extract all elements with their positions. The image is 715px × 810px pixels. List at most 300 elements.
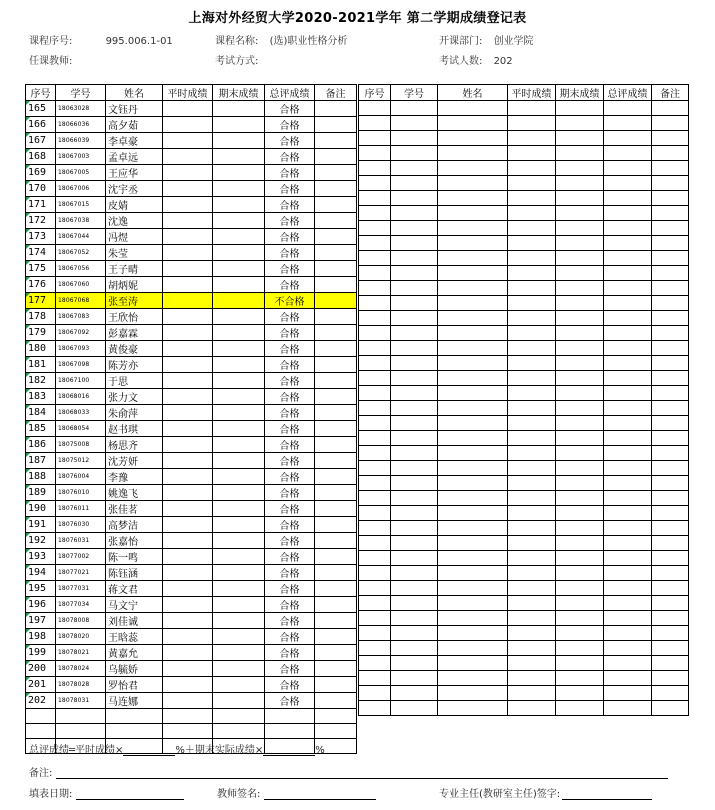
- regular-score-cell[interactable]: [163, 581, 213, 597]
- remark-cell[interactable]: [315, 581, 357, 597]
- final-score-cell[interactable]: [213, 117, 265, 133]
- blank-cell[interactable]: [438, 146, 508, 161]
- blank-cell[interactable]: [604, 536, 652, 551]
- blank-cell[interactable]: [359, 206, 391, 221]
- final-score-cell[interactable]: [213, 357, 265, 373]
- blank-cell[interactable]: [391, 281, 438, 296]
- blank-cell[interactable]: [391, 551, 438, 566]
- blank-cell[interactable]: [604, 146, 652, 161]
- blank-cell[interactable]: [652, 416, 689, 431]
- blank-cell[interactable]: [556, 551, 604, 566]
- blank-cell[interactable]: [438, 356, 508, 371]
- blank-cell[interactable]: [438, 386, 508, 401]
- regular-score-cell[interactable]: [163, 501, 213, 517]
- director-sign-blank[interactable]: [562, 790, 652, 800]
- regular-score-cell[interactable]: [163, 629, 213, 645]
- blank-cell[interactable]: [556, 521, 604, 536]
- blank-cell[interactable]: [652, 551, 689, 566]
- regular-score-cell[interactable]: [163, 677, 213, 693]
- blank-cell[interactable]: [508, 116, 556, 131]
- blank-cell[interactable]: [438, 596, 508, 611]
- final-score-cell[interactable]: [213, 341, 265, 357]
- blank-cell[interactable]: [604, 206, 652, 221]
- regular-score-cell[interactable]: [163, 373, 213, 389]
- blank-cell[interactable]: [508, 236, 556, 251]
- blank-cell[interactable]: [438, 206, 508, 221]
- blank-cell[interactable]: [508, 221, 556, 236]
- blank-cell[interactable]: [508, 266, 556, 281]
- blank-cell[interactable]: [652, 686, 689, 701]
- blank-cell[interactable]: [556, 386, 604, 401]
- final-score-cell[interactable]: [213, 501, 265, 517]
- blank-cell[interactable]: [652, 251, 689, 266]
- remark-cell[interactable]: [315, 325, 357, 341]
- remark-cell[interactable]: [315, 213, 357, 229]
- final-score-cell[interactable]: [213, 293, 265, 309]
- blank-cell[interactable]: [652, 596, 689, 611]
- final-score-cell[interactable]: [213, 533, 265, 549]
- remark-cell[interactable]: [315, 165, 357, 181]
- blank-cell[interactable]: [359, 626, 391, 641]
- blank-cell[interactable]: [359, 251, 391, 266]
- blank-cell[interactable]: [508, 491, 556, 506]
- blank-cell[interactable]: [556, 221, 604, 236]
- blank-cell[interactable]: [438, 551, 508, 566]
- blank-cell[interactable]: [438, 326, 508, 341]
- blank-cell[interactable]: [508, 536, 556, 551]
- blank-cell[interactable]: [163, 724, 213, 739]
- regular-score-cell[interactable]: [163, 245, 213, 261]
- blank-cell[interactable]: [604, 191, 652, 206]
- regular-score-cell[interactable]: [163, 533, 213, 549]
- blank-cell[interactable]: [438, 686, 508, 701]
- remark-cell[interactable]: [315, 389, 357, 405]
- blank-cell[interactable]: [508, 296, 556, 311]
- blank-cell[interactable]: [438, 671, 508, 686]
- blank-cell[interactable]: [265, 709, 315, 724]
- final-score-cell[interactable]: [213, 277, 265, 293]
- blank-cell[interactable]: [652, 656, 689, 671]
- blank-cell[interactable]: [438, 116, 508, 131]
- blank-cell[interactable]: [315, 724, 357, 739]
- blank-cell[interactable]: [508, 146, 556, 161]
- blank-cell[interactable]: [652, 146, 689, 161]
- blank-cell[interactable]: [508, 416, 556, 431]
- blank-cell[interactable]: [359, 476, 391, 491]
- blank-cell[interactable]: [556, 101, 604, 116]
- blank-cell[interactable]: [438, 581, 508, 596]
- regular-score-cell[interactable]: [163, 229, 213, 245]
- blank-cell[interactable]: [438, 446, 508, 461]
- final-percent-blank[interactable]: [263, 746, 315, 756]
- blank-cell[interactable]: [359, 101, 391, 116]
- blank-cell[interactable]: [508, 176, 556, 191]
- final-score-cell[interactable]: [213, 213, 265, 229]
- blank-cell[interactable]: [359, 146, 391, 161]
- final-score-cell[interactable]: [213, 421, 265, 437]
- blank-cell[interactable]: [604, 131, 652, 146]
- remark-cell[interactable]: [315, 341, 357, 357]
- fill-date-blank[interactable]: [76, 790, 184, 800]
- blank-cell[interactable]: [438, 236, 508, 251]
- blank-cell[interactable]: [359, 656, 391, 671]
- blank-cell[interactable]: [391, 251, 438, 266]
- regular-score-cell[interactable]: [163, 469, 213, 485]
- blank-cell[interactable]: [508, 701, 556, 716]
- final-score-cell[interactable]: [213, 101, 265, 117]
- blank-cell[interactable]: [508, 311, 556, 326]
- blank-cell[interactable]: [604, 701, 652, 716]
- blank-cell[interactable]: [359, 446, 391, 461]
- blank-cell[interactable]: [359, 236, 391, 251]
- blank-cell[interactable]: [508, 401, 556, 416]
- blank-cell[interactable]: [652, 671, 689, 686]
- blank-cell[interactable]: [359, 371, 391, 386]
- blank-cell[interactable]: [508, 206, 556, 221]
- blank-cell[interactable]: [508, 326, 556, 341]
- blank-cell[interactable]: [359, 491, 391, 506]
- remark-cell[interactable]: [315, 437, 357, 453]
- blank-cell[interactable]: [438, 611, 508, 626]
- blank-cell[interactable]: [438, 161, 508, 176]
- blank-cell[interactable]: [556, 446, 604, 461]
- final-score-cell[interactable]: [213, 453, 265, 469]
- final-score-cell[interactable]: [213, 149, 265, 165]
- blank-cell[interactable]: [652, 296, 689, 311]
- regular-score-cell[interactable]: [163, 261, 213, 277]
- blank-cell[interactable]: [556, 506, 604, 521]
- regular-score-cell[interactable]: [163, 693, 213, 709]
- final-score-cell[interactable]: [213, 597, 265, 613]
- final-score-cell[interactable]: [213, 677, 265, 693]
- blank-cell[interactable]: [604, 371, 652, 386]
- blank-cell[interactable]: [508, 341, 556, 356]
- blank-cell[interactable]: [652, 131, 689, 146]
- blank-cell[interactable]: [438, 536, 508, 551]
- blank-cell[interactable]: [652, 281, 689, 296]
- blank-cell[interactable]: [652, 611, 689, 626]
- blank-cell[interactable]: [391, 656, 438, 671]
- final-score-cell[interactable]: [213, 261, 265, 277]
- blank-cell[interactable]: [556, 281, 604, 296]
- blank-cell[interactable]: [359, 131, 391, 146]
- blank-cell[interactable]: [652, 101, 689, 116]
- remark-cell[interactable]: [315, 373, 357, 389]
- blank-cell[interactable]: [556, 296, 604, 311]
- blank-cell[interactable]: [26, 709, 56, 724]
- blank-cell[interactable]: [604, 686, 652, 701]
- blank-cell[interactable]: [556, 461, 604, 476]
- blank-cell[interactable]: [604, 491, 652, 506]
- regular-score-cell[interactable]: [163, 357, 213, 373]
- remark-cell[interactable]: [315, 613, 357, 629]
- regular-score-cell[interactable]: [163, 197, 213, 213]
- teacher-sign-blank[interactable]: [264, 790, 376, 800]
- blank-cell[interactable]: [438, 341, 508, 356]
- blank-cell[interactable]: [391, 401, 438, 416]
- blank-cell[interactable]: [391, 371, 438, 386]
- blank-cell[interactable]: [359, 611, 391, 626]
- blank-cell[interactable]: [508, 671, 556, 686]
- final-score-cell[interactable]: [213, 437, 265, 453]
- blank-cell[interactable]: [604, 446, 652, 461]
- remark-cell[interactable]: [315, 597, 357, 613]
- blank-cell[interactable]: [438, 521, 508, 536]
- regular-score-cell[interactable]: [163, 645, 213, 661]
- blank-cell[interactable]: [359, 221, 391, 236]
- blank-cell[interactable]: [556, 311, 604, 326]
- remark-cell[interactable]: [315, 501, 357, 517]
- blank-cell[interactable]: [508, 431, 556, 446]
- blank-cell[interactable]: [438, 176, 508, 191]
- blank-cell[interactable]: [438, 656, 508, 671]
- blank-cell[interactable]: [652, 446, 689, 461]
- blank-cell[interactable]: [604, 401, 652, 416]
- blank-cell[interactable]: [604, 551, 652, 566]
- blank-cell[interactable]: [508, 626, 556, 641]
- blank-cell[interactable]: [604, 581, 652, 596]
- blank-cell[interactable]: [359, 416, 391, 431]
- blank-cell[interactable]: [508, 251, 556, 266]
- blank-cell[interactable]: [556, 491, 604, 506]
- blank-cell[interactable]: [652, 521, 689, 536]
- blank-cell[interactable]: [556, 431, 604, 446]
- blank-cell[interactable]: [391, 521, 438, 536]
- blank-cell[interactable]: [213, 709, 265, 724]
- blank-cell[interactable]: [438, 461, 508, 476]
- final-score-cell[interactable]: [213, 373, 265, 389]
- remark-cell[interactable]: [315, 629, 357, 645]
- blank-cell[interactable]: [359, 176, 391, 191]
- blank-cell[interactable]: [508, 686, 556, 701]
- blank-cell[interactable]: [556, 176, 604, 191]
- blank-cell[interactable]: [556, 476, 604, 491]
- blank-cell[interactable]: [508, 506, 556, 521]
- blank-cell[interactable]: [652, 116, 689, 131]
- blank-cell[interactable]: [508, 581, 556, 596]
- blank-cell[interactable]: [391, 701, 438, 716]
- regular-score-cell[interactable]: [163, 517, 213, 533]
- final-score-cell[interactable]: [213, 517, 265, 533]
- blank-cell[interactable]: [391, 131, 438, 146]
- remark-cell[interactable]: [315, 693, 357, 709]
- blank-cell[interactable]: [56, 709, 106, 724]
- blank-cell[interactable]: [508, 356, 556, 371]
- blank-cell[interactable]: [359, 311, 391, 326]
- blank-cell[interactable]: [391, 236, 438, 251]
- blank-cell[interactable]: [391, 641, 438, 656]
- blank-cell[interactable]: [359, 386, 391, 401]
- regular-score-cell[interactable]: [163, 325, 213, 341]
- blank-cell[interactable]: [391, 296, 438, 311]
- blank-cell[interactable]: [604, 386, 652, 401]
- blank-cell[interactable]: [556, 116, 604, 131]
- blank-cell[interactable]: [508, 386, 556, 401]
- blank-cell[interactable]: [391, 596, 438, 611]
- blank-cell[interactable]: [556, 236, 604, 251]
- blank-cell[interactable]: [359, 356, 391, 371]
- blank-cell[interactable]: [652, 236, 689, 251]
- blank-cell[interactable]: [652, 341, 689, 356]
- blank-cell[interactable]: [556, 356, 604, 371]
- blank-cell[interactable]: [604, 611, 652, 626]
- final-score-cell[interactable]: [213, 469, 265, 485]
- final-score-cell[interactable]: [213, 485, 265, 501]
- blank-cell[interactable]: [556, 341, 604, 356]
- final-score-cell[interactable]: [213, 613, 265, 629]
- remark-cell[interactable]: [315, 469, 357, 485]
- blank-cell[interactable]: [213, 724, 265, 739]
- regular-score-cell[interactable]: [163, 213, 213, 229]
- regular-score-cell[interactable]: [163, 437, 213, 453]
- blank-cell[interactable]: [652, 386, 689, 401]
- remark-cell[interactable]: [315, 133, 357, 149]
- blank-cell[interactable]: [556, 581, 604, 596]
- blank-cell[interactable]: [391, 386, 438, 401]
- final-score-cell[interactable]: [213, 229, 265, 245]
- blank-cell[interactable]: [391, 671, 438, 686]
- blank-cell[interactable]: [106, 709, 163, 724]
- remark-cell[interactable]: [315, 549, 357, 565]
- blank-cell[interactable]: [556, 191, 604, 206]
- blank-cell[interactable]: [438, 641, 508, 656]
- blank-cell[interactable]: [652, 641, 689, 656]
- remark-cell[interactable]: [315, 197, 357, 213]
- final-score-cell[interactable]: [213, 549, 265, 565]
- blank-cell[interactable]: [652, 176, 689, 191]
- blank-cell[interactable]: [438, 401, 508, 416]
- blank-cell[interactable]: [438, 296, 508, 311]
- regular-score-cell[interactable]: [163, 277, 213, 293]
- blank-cell[interactable]: [391, 581, 438, 596]
- blank-cell[interactable]: [652, 221, 689, 236]
- regular-score-cell[interactable]: [163, 181, 213, 197]
- blank-cell[interactable]: [604, 416, 652, 431]
- blank-cell[interactable]: [391, 491, 438, 506]
- regular-score-cell[interactable]: [163, 421, 213, 437]
- regular-score-cell[interactable]: [163, 485, 213, 501]
- blank-cell[interactable]: [604, 596, 652, 611]
- blank-cell[interactable]: [391, 506, 438, 521]
- blank-cell[interactable]: [556, 401, 604, 416]
- blank-cell[interactable]: [508, 596, 556, 611]
- blank-cell[interactable]: [604, 506, 652, 521]
- remark-cell[interactable]: [315, 245, 357, 261]
- blank-cell[interactable]: [604, 281, 652, 296]
- remark-cell[interactable]: [315, 181, 357, 197]
- blank-cell[interactable]: [438, 311, 508, 326]
- blank-cell[interactable]: [438, 416, 508, 431]
- blank-cell[interactable]: [359, 521, 391, 536]
- blank-cell[interactable]: [604, 101, 652, 116]
- regular-score-cell[interactable]: [163, 133, 213, 149]
- blank-cell[interactable]: [508, 371, 556, 386]
- blank-cell[interactable]: [556, 266, 604, 281]
- regular-score-cell[interactable]: [163, 389, 213, 405]
- blank-cell[interactable]: [652, 191, 689, 206]
- blank-cell[interactable]: [508, 281, 556, 296]
- blank-cell[interactable]: [604, 641, 652, 656]
- blank-cell[interactable]: [604, 236, 652, 251]
- blank-cell[interactable]: [359, 116, 391, 131]
- blank-cell[interactable]: [391, 116, 438, 131]
- blank-cell[interactable]: [391, 356, 438, 371]
- blank-cell[interactable]: [508, 191, 556, 206]
- blank-cell[interactable]: [391, 476, 438, 491]
- blank-cell[interactable]: [438, 101, 508, 116]
- blank-cell[interactable]: [556, 566, 604, 581]
- blank-cell[interactable]: [604, 461, 652, 476]
- blank-cell[interactable]: [359, 596, 391, 611]
- blank-cell[interactable]: [556, 251, 604, 266]
- blank-cell[interactable]: [359, 431, 391, 446]
- blank-cell[interactable]: [556, 536, 604, 551]
- blank-cell[interactable]: [604, 521, 652, 536]
- regular-score-cell[interactable]: [163, 165, 213, 181]
- blank-cell[interactable]: [359, 461, 391, 476]
- blank-cell[interactable]: [391, 311, 438, 326]
- blank-cell[interactable]: [265, 724, 315, 739]
- remark-cell[interactable]: [315, 101, 357, 117]
- final-score-cell[interactable]: [213, 133, 265, 149]
- final-score-cell[interactable]: [213, 245, 265, 261]
- blank-cell[interactable]: [652, 356, 689, 371]
- blank-cell[interactable]: [359, 641, 391, 656]
- remark-cell[interactable]: [315, 293, 357, 309]
- blank-cell[interactable]: [359, 506, 391, 521]
- blank-cell[interactable]: [556, 611, 604, 626]
- blank-cell[interactable]: [508, 476, 556, 491]
- blank-cell[interactable]: [438, 506, 508, 521]
- blank-cell[interactable]: [652, 401, 689, 416]
- regular-score-cell[interactable]: [163, 309, 213, 325]
- remark-cell[interactable]: [315, 661, 357, 677]
- remark-cell[interactable]: [315, 565, 357, 581]
- blank-cell[interactable]: [508, 521, 556, 536]
- blank-cell[interactable]: [391, 611, 438, 626]
- blank-cell[interactable]: [652, 311, 689, 326]
- blank-cell[interactable]: [391, 431, 438, 446]
- regular-score-cell[interactable]: [163, 549, 213, 565]
- blank-cell[interactable]: [56, 724, 106, 739]
- remark-cell[interactable]: [315, 261, 357, 277]
- blank-cell[interactable]: [438, 191, 508, 206]
- final-score-cell[interactable]: [213, 693, 265, 709]
- blank-cell[interactable]: [604, 311, 652, 326]
- remark-cell[interactable]: [315, 453, 357, 469]
- blank-cell[interactable]: [359, 536, 391, 551]
- blank-cell[interactable]: [438, 281, 508, 296]
- final-score-cell[interactable]: [213, 661, 265, 677]
- regular-score-cell[interactable]: [163, 117, 213, 133]
- blank-cell[interactable]: [391, 416, 438, 431]
- blank-cell[interactable]: [604, 251, 652, 266]
- blank-cell[interactable]: [556, 596, 604, 611]
- blank-cell[interactable]: [391, 146, 438, 161]
- regular-score-cell[interactable]: [163, 453, 213, 469]
- blank-cell[interactable]: [652, 326, 689, 341]
- regular-percent-blank[interactable]: [123, 746, 175, 756]
- blank-cell[interactable]: [604, 266, 652, 281]
- blank-cell[interactable]: [359, 281, 391, 296]
- blank-cell[interactable]: [652, 626, 689, 641]
- blank-cell[interactable]: [508, 446, 556, 461]
- blank-cell[interactable]: [359, 701, 391, 716]
- regular-score-cell[interactable]: [163, 565, 213, 581]
- final-score-cell[interactable]: [213, 645, 265, 661]
- final-score-cell[interactable]: [213, 197, 265, 213]
- blank-cell[interactable]: [604, 626, 652, 641]
